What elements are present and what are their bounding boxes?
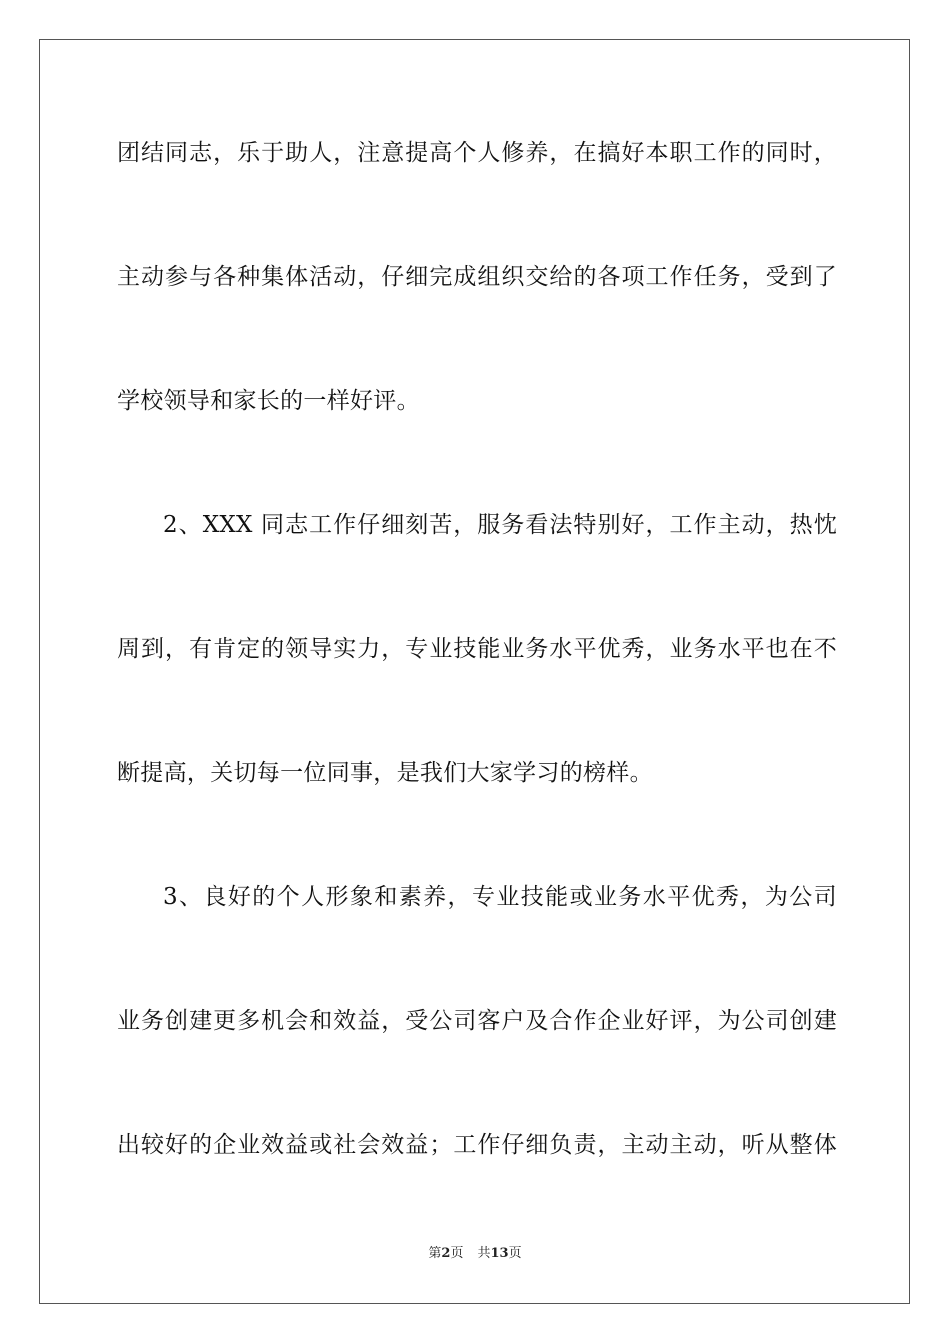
- body-line-9: 出较好的企业效益或社会效益；工作仔细负责，主动主动，听从整体: [117, 1132, 837, 1158]
- body-line-2: 主动参与各种集体活动，仔细完成组织交给的各项工作任务，受到了: [117, 264, 837, 290]
- total-pages: 13: [490, 1246, 509, 1261]
- body-line-1: 团结同志，乐于助人，注意提高个人修养，在搞好本职工作的同时，: [117, 140, 837, 166]
- total-prefix: 共: [477, 1246, 491, 1261]
- page-suffix: 页: [450, 1246, 464, 1261]
- body-line-6: 断提高，关切每一位同事，是我们大家学习的榜样。: [117, 760, 653, 786]
- page-footer: [0, 1246, 950, 1262]
- body-line-5: 周到，有肯定的领导实力，专业技能业务水平优秀，业务水平也在不: [117, 636, 837, 662]
- body-line-7: 3、良好的个人形象和素养，专业技能或业务水平优秀，为公司: [163, 884, 837, 910]
- total-suffix: 页: [508, 1246, 522, 1261]
- page-prefix: 第: [428, 1246, 442, 1261]
- page-number: 2: [441, 1246, 451, 1261]
- body-line-8: 业务创建更多机会和效益，受公司客户及合作企业好评，为公司创建: [117, 1008, 837, 1034]
- page-border: [39, 39, 910, 1304]
- body-line-4: 2、XXX 同志工作仔细刻苦，服务看法特别好，工作主动，热忱: [163, 512, 837, 538]
- body-line-3: 学校领导和家长的一样好评。: [117, 388, 420, 414]
